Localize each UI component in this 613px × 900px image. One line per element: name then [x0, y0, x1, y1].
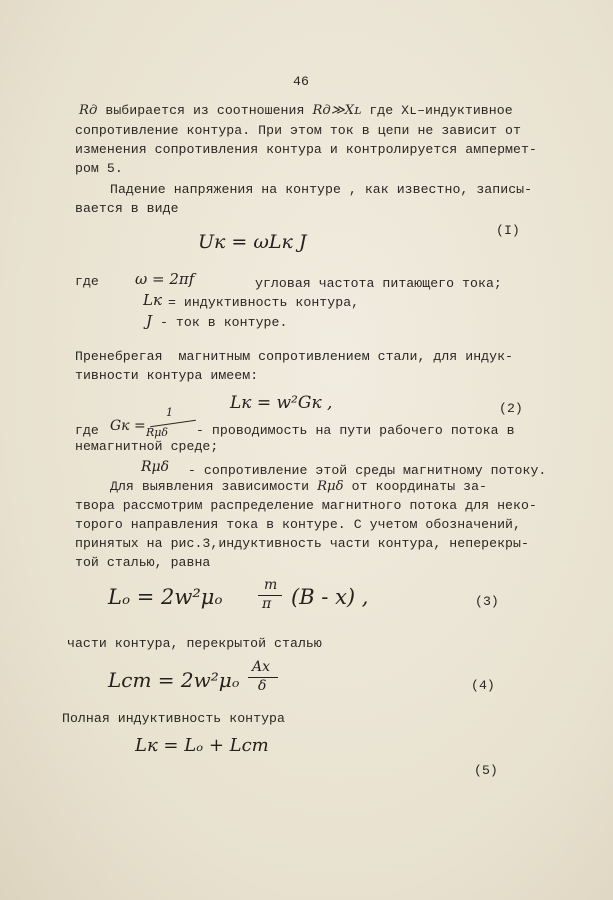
equation-4-lhs: Lст = 2w²μₒ	[108, 668, 240, 692]
equation-3-fraction-numerator: m	[264, 577, 278, 593]
omega-description: угловая частота питающего тока;	[255, 276, 502, 291]
paragraph-2-line-2: вается в виде	[75, 201, 179, 216]
equation-3-fraction-denominator: π	[262, 596, 272, 612]
paragraph-1-line-1: Rд выбирается из соотношения Rд≫Xʟ где Xʟ–индуктивное	[79, 103, 513, 118]
equation-2-number: (2)	[499, 401, 523, 416]
paragraph-2-line-1: Падение напряжения на контуре , как известно, записы-	[110, 182, 533, 197]
paragraph-4-line-1: Для выявления зависимости Rμδ от координаты за-	[110, 479, 488, 494]
handwritten-symbol-rd: Rд	[79, 103, 98, 118]
conductance-description-2: немагнитной среде;	[75, 439, 219, 454]
where-label-2: где	[75, 423, 99, 438]
handwritten-symbol-rmd: Rμδ	[317, 479, 344, 494]
equation-1: Uк = ωLк J	[198, 231, 307, 253]
equation-5: Lк = Lₒ + Lст	[135, 735, 269, 756]
page-number: 46	[293, 74, 309, 89]
paragraph-4-line-5: той сталью, равна	[75, 555, 211, 570]
paragraph-4-line-2: твора рассмотрим распределение магнитного потока для неко-	[75, 498, 537, 513]
inductance-description: = индуктивность контура,	[168, 295, 360, 310]
inductance-symbol: Lк	[143, 291, 162, 309]
conductance-fraction-numerator: 1	[166, 406, 173, 419]
equation-4-fraction-denominator: δ	[258, 678, 267, 694]
paragraph-3-line-2: тивности контура имеем:	[75, 368, 259, 383]
reluctance-description: - сопротивление этой среды магнитному потоку.	[188, 463, 547, 478]
conductance-description-1: - проводимость на пути рабочего потока в	[196, 423, 515, 438]
conductance-symbol: Gк =	[110, 418, 146, 434]
equation-1-number: (I)	[496, 223, 520, 238]
reluctance-symbol: Rμδ	[141, 459, 170, 475]
equation-3-rhs: (B - x) ,	[291, 585, 369, 609]
equation-3-number: (3)	[475, 594, 499, 609]
equation-4-fraction-numerator: Ax	[252, 659, 271, 675]
current-description: - ток в контуре.	[160, 315, 288, 330]
paragraph-3-line-1: Пренебрегая магнитным сопротивлением стали, для индук-	[75, 349, 514, 364]
equation-5-number: (5)	[474, 763, 498, 778]
current-symbol: J	[146, 312, 153, 330]
paragraph-4-line-3: торого направления тока в контуре. С учетом обозначений,	[75, 517, 521, 532]
paragraph-5-line-1: части контура, перекрытой сталью	[67, 636, 322, 651]
where-label-1: где	[75, 274, 99, 289]
paragraph-1-line-4: ром 5.	[75, 161, 123, 176]
paragraph-6-line-1: Полная индуктивность контура	[62, 711, 285, 726]
equation-2: Lк = w²Gк ,	[230, 393, 333, 413]
paragraph-1-line-2: сопротивление контура. При этом ток в цепи не зависит от	[75, 123, 521, 138]
paragraph-4-line-4: принятых на рис.3,индуктивность части контура, неперекры-	[75, 536, 529, 551]
conductance-fraction-denominator: Rμδ	[146, 426, 169, 439]
handwritten-relation: Rд≫Xʟ	[312, 103, 362, 118]
equation-3-lhs: Lₒ = 2w²μₒ	[108, 585, 223, 609]
paragraph-1-line-3: изменения сопротивления контура и контролируется ампермет-	[75, 142, 537, 157]
equation-4-number: (4)	[471, 678, 495, 693]
omega-definition: ω = 2πf	[135, 270, 195, 288]
